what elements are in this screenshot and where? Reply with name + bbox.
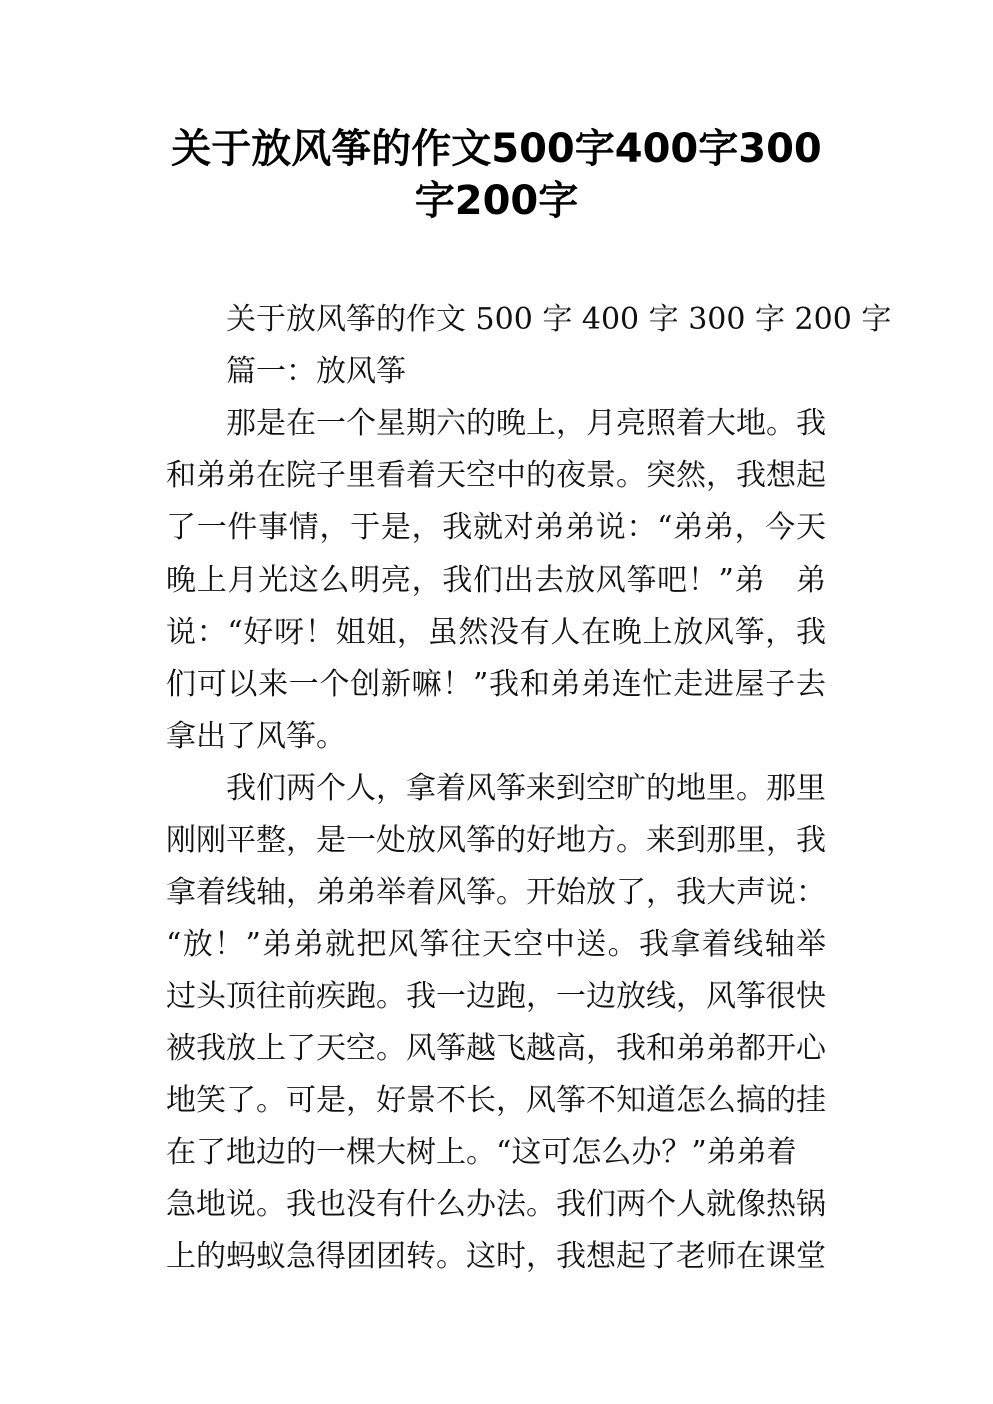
paragraph-line: 急地说。我也没有什么办法。我们两个人就像热锅 bbox=[166, 1187, 826, 1222]
paragraph-line: 拿出了风筝。 bbox=[166, 719, 346, 754]
document-title-line-1: 关于放风筝的作文500字400字300 bbox=[171, 126, 822, 172]
paragraph-line: 那是在一个星期六的晚上，月亮照着大地。我 bbox=[226, 406, 826, 441]
paragraph-line: 了一件事情，于是，我就对弟弟说：“弟弟，今天 bbox=[166, 510, 826, 545]
paragraph-line: 和弟弟在院子里看着天空中的夜景。突然，我想起 bbox=[166, 458, 826, 493]
paragraph-line: 说：“好呀！姐姐，虽然没有人在晚上放风筝，我 bbox=[166, 615, 826, 650]
paragraph-line: 晚上月光这么明亮，我们出去放风筝吧！”弟 弟 bbox=[166, 563, 826, 598]
paragraph-line: 拿着线轴，弟弟举着风筝。开始放了，我大声说： bbox=[166, 875, 826, 910]
paragraph-line: 被我放上了天空。风筝越飞越高，我和弟弟都开心 bbox=[166, 1031, 826, 1066]
paragraph-line: 刚刚平整，是一处放风筝的好地方。来到那里，我 bbox=[166, 823, 826, 858]
paragraph-line: 过头顶往前疾跑。我一边跑，一边放线，风筝很快 bbox=[166, 979, 826, 1014]
document-title-line-2: 字200字 bbox=[414, 178, 579, 224]
paragraph-line: 们可以来一个创新嘛！”我和弟弟连忙走进屋子去 bbox=[166, 667, 826, 702]
section-heading: 篇一：放风筝 bbox=[226, 354, 406, 389]
document-subtitle: 关于放风筝的作文 500 字 400 字 300 字 200 字 bbox=[226, 302, 892, 337]
paragraph-line: 在了地边的一棵大树上。“这可怎么办？”弟弟着 bbox=[166, 1135, 797, 1170]
paragraph-line: 上的蚂蚁急得团团转。这时，我想起了老师在课堂 bbox=[166, 1239, 826, 1274]
paragraph-line: 地笑了。可是，好景不长，风筝不知道怎么搞的挂 bbox=[166, 1083, 826, 1118]
paragraph-line: “放！”弟弟就把风筝往天空中送。我拿着线轴举 bbox=[166, 927, 826, 962]
paragraph-line: 我们两个人，拿着风筝来到空旷的地里。那里 bbox=[226, 771, 826, 806]
